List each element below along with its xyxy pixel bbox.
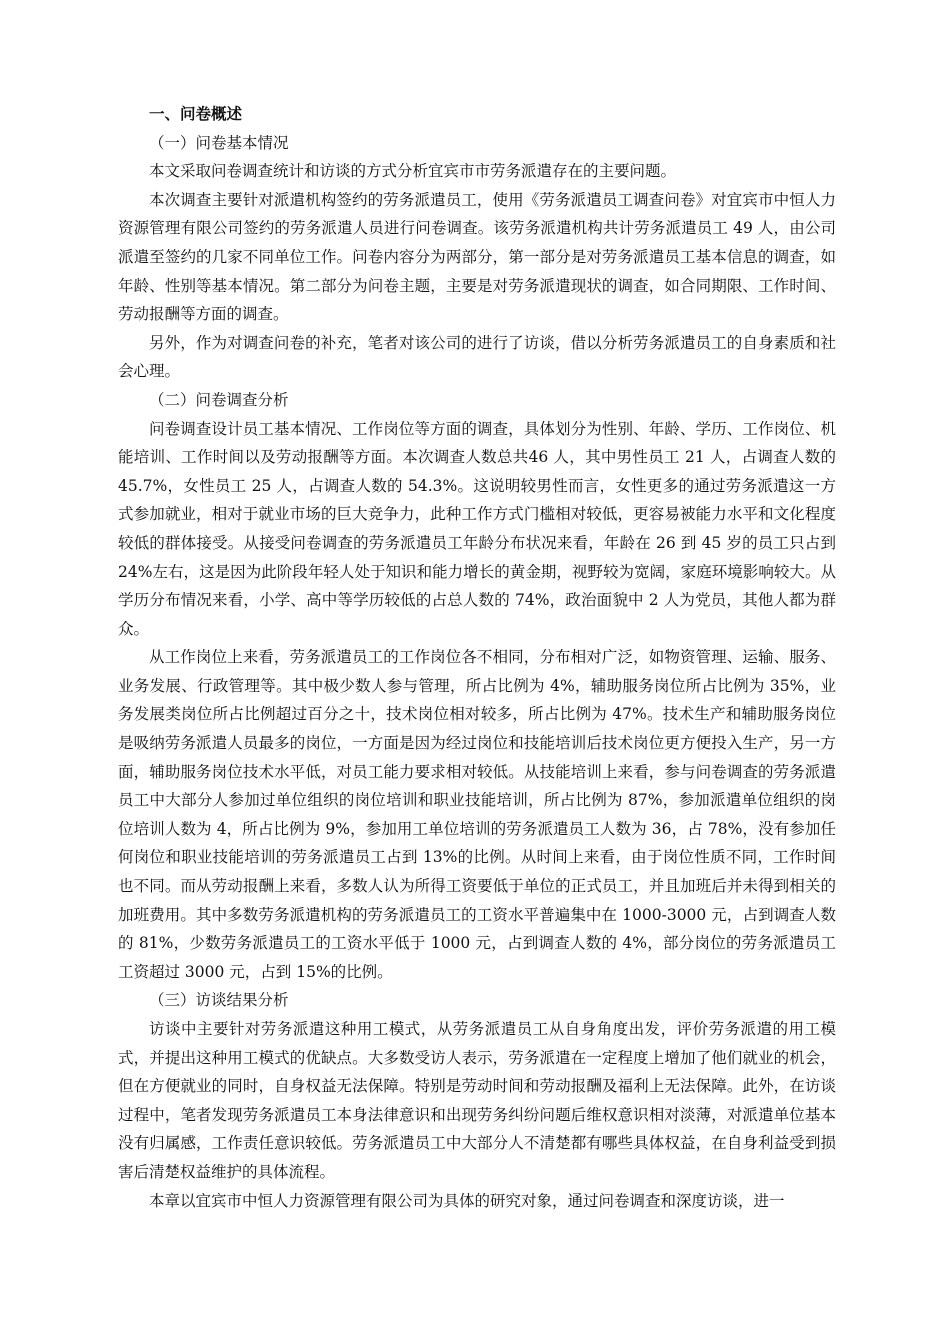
section-heading-basic-info: （一）问卷基本情况 [149, 133, 289, 152]
paragraph: 另外，作为对调查问卷的补充，笔者对该公司的进行了访谈，借以分析劳务派遣员工的自身素质和社会心理。 [118, 333, 836, 381]
paragraph: 问卷调查设计员工基本情况、工作岗位等方面的调查，具体划分为性别、年龄、学历、工作岗位、机能培训、工作时间以及劳动报酬等方面。本次调查人数总共46 人，其中男性员工 21 人，占调查人数的 45.7%，女性员工 25 人，占调查人数的 54.3%。这说明较男性而言，女性更多的通过劳务派遣这一方式参加就业，相对于就业市场的巨大竞争力，此种工作方式门槛相对较低，更容易被能力水平和文化程度较低的群体接受。从接受问卷调查的劳务派遣员工年龄分布状况来看，年龄在 26 到 45 岁的员工只占到 24%左右，这是因为此阶段年轻人处于知识和能力增长的黄金期，视野较为宽阔，家庭环境影响较大。从学历分布情况来看，小学、高中等学历较低的占总人数的 74%，政治面貌中 2 人为党员，其他人都为群众。 [118, 419, 836, 638]
chapter-heading: 一、问卷概述 [149, 104, 243, 123]
section-heading-survey-analysis: （二）问卷调查分析 [149, 390, 289, 409]
paragraph: 本章以宜宾市中恒人力资源管理有限公司为具体的研究对象，通过问卷调查和深度访谈，进一 [149, 1191, 785, 1210]
paragraph: 本次调查主要针对派遣机构签约的劳务派遣员工，使用《劳务派遣员工调查问卷》对宜宾市中恒人力资源管理有限公司签约的劳务派遣人员进行问卷调查。该劳务派遣机构共计劳务派遣员工 49 人，由公司派遣至签约的几家不同单位工作。问卷内容分为两部分，第一部分是对劳务派遣员工基本信息的调查，如年龄、性别等基本情况。第二部分为问卷主题，主要是对劳务派遣现状的调查，如合同期限、工作时间、劳动报酬等方面的调查。 [118, 190, 836, 324]
paragraph: 访谈中主要针对劳务派遣这种用工模式，从劳务派遣员工从自身角度出发，评价劳务派遣的用工模式，并提出这种用工模式的优缺点。大多数受访人表示，劳务派遣在一定程度上增加了他们就业的机会，但在方便就业的同时，自身权益无法保障。特别是劳动时间和劳动报酬及福利上无法保障。此外，在访谈过程中，笔者发现劳务派遣员工本身法律意识和出现劳务纠纷问题后维权意识相对淡薄，对派遣单位基本没有归属感，工作责任意识较低。劳务派遣员工中大部分人不清楚都有哪些具体权益，在自身利益受到损害后清楚权益维护的具体流程。 [118, 1020, 836, 1181]
section-heading-interview-results: （三）访谈结果分析 [149, 991, 289, 1010]
paragraph: 本文采取问卷调查统计和访谈的方式分析宜宾市市劳务派遣存在的主要问题。 [149, 162, 677, 181]
paragraph: 从工作岗位上来看，劳务派遣员工的工作岗位各不相同，分布相对广泛，如物资管理、运输、服务、业务发展、行政管理等。其中极少数人参与管理，所占比例为 4%，辅助服务岗位所占比例为 35%，业务发展类岗位所占比例超过百分之十，技术岗位相对较多，所占比例为 47%。技术生产和辅助服务岗位是吸纳劳务派遣人员最多的岗位，一方面是因为经过岗位和技能培训后技术岗位更方便投入生产，另一方面，辅助服务岗位技术水平低，对员工能力要求相对较低。从技能培训上来看，参与问卷调查的劳务派遣员工中大部分人参加过单位组织的岗位培训和职业技能培训，所占比例为 87%，参加派遣单位组织的岗位培训人数为 4，所占比例为 9%，参加用工单位培训的劳务派遣员工人数为 36，占 78%，没有参加任何岗位和职业技能培训的劳务派遣员工占到 13%的比例。从时间上来看，由于岗位性质不同，工作时间也不同。而从劳动报酬上来看，多数人认为所得工资要低于单位的正式员工，并且加班后并未得到相关的加班费用。其中多数劳务派遣机构的劳务派遣员工的工资水平普遍集中在 1000-3000 元，占到调查人数的 81%，少数劳务派遣员工的工资水平低于 1000 元，占到调查人数的 4%，部分岗位的劳务派遣员工工资超过 3000 元，占到 15%的比例。 [118, 648, 836, 981]
document-body [118, 100, 836, 1215]
